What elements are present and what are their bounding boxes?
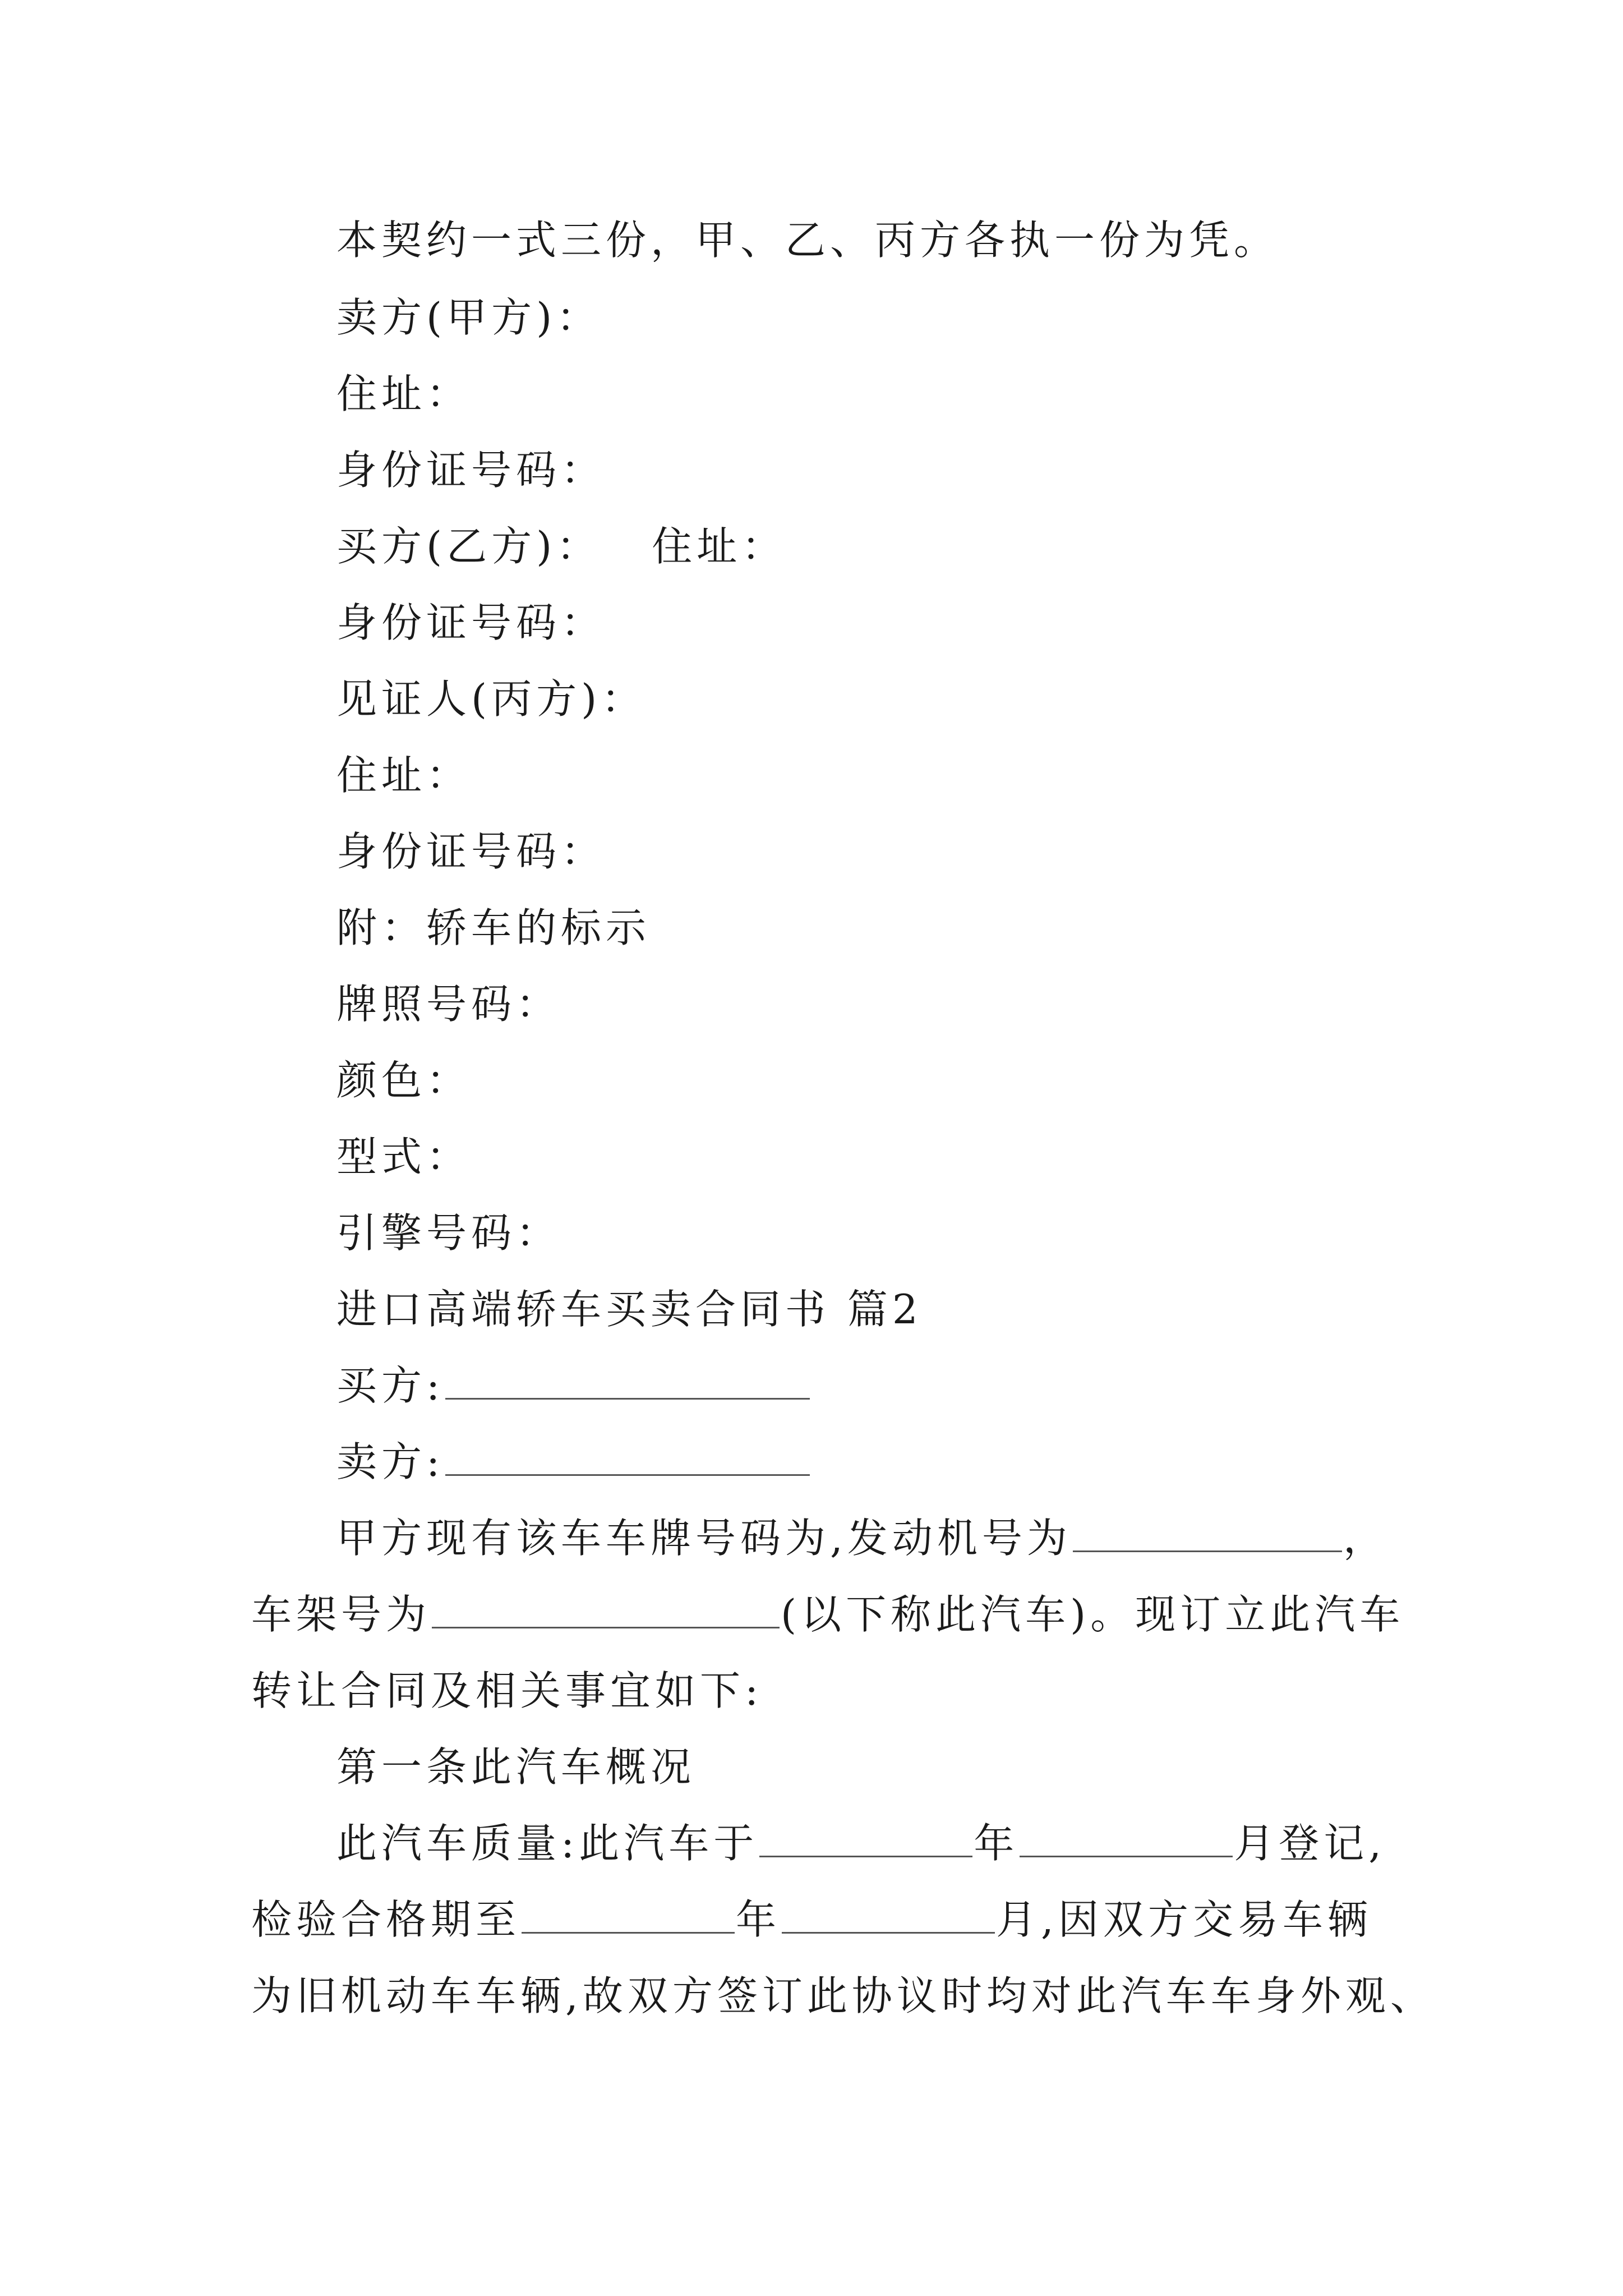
frame-number-text: 车架号为 xyxy=(251,1591,431,1638)
buyer-party-b-line xyxy=(336,523,787,570)
article-1-heading: 第一条此汽车概况 xyxy=(336,1743,696,1791)
year-text-2: 年 xyxy=(736,1896,781,1943)
year-text: 年 xyxy=(974,1820,1019,1867)
seller-label: 卖方: xyxy=(336,1438,445,1485)
month-reason-text: 月,因双方交易车辆 xyxy=(996,1896,1372,1943)
plate-number-label: 牌照号码： xyxy=(336,981,561,1028)
seller-blank[interactable] xyxy=(445,1443,810,1476)
section-title: 进口高端轿车买卖合同书 篇2 xyxy=(336,1286,923,1333)
engine-number-label: 引擎号码： xyxy=(336,1209,561,1257)
buyer-party-b-label: 买方(乙方)： xyxy=(336,523,602,570)
engine-number-text: 甲方现有该车车牌号码为,发动机号为 xyxy=(336,1515,1072,1562)
inspection-year-blank[interactable] xyxy=(522,1901,735,1934)
quality-line-2 xyxy=(251,1896,1372,1943)
paragraph-1-line-2 xyxy=(251,1591,1405,1638)
seller-party-a-label: 卖方(甲方)： xyxy=(336,294,602,341)
contract-intro-text: (以下称此汽车)。现订立此汽车 xyxy=(781,1591,1405,1638)
witness-address-label: 住址： xyxy=(336,752,472,799)
inspection-month-blank[interactable] xyxy=(782,1901,995,1934)
engine-number-blank[interactable] xyxy=(1073,1519,1342,1552)
color-label: 颜色： xyxy=(336,1057,472,1104)
buyer-address-label: 住址： xyxy=(652,523,787,570)
buyer-blank[interactable] xyxy=(445,1366,810,1400)
seller-line xyxy=(336,1438,811,1485)
seller-address-label: 住址： xyxy=(336,370,472,417)
paragraph-1-line-1 xyxy=(336,1515,1388,1562)
witness-id-label: 身份证号码： xyxy=(336,828,606,875)
frame-number-blank[interactable] xyxy=(432,1595,780,1628)
quality-line-3: 为旧机动车车辆,故双方签订此协议时均对此汽车车身外观、 xyxy=(251,1972,1435,2019)
seller-id-label: 身份证号码： xyxy=(336,447,606,494)
register-year-blank[interactable] xyxy=(759,1824,972,1857)
paragraph-1-line-3: 转让合同及相关事宜如下: xyxy=(251,1667,763,1714)
inspection-valid-text: 检验合格期至 xyxy=(251,1896,521,1943)
copies-clause: 本契约一式三份，甲、乙、丙方各执一份为凭。 xyxy=(336,217,1279,264)
buyer-label: 买方: xyxy=(336,1362,445,1409)
register-month-blank[interactable] xyxy=(1020,1824,1233,1857)
registered-text: 此汽车质量:此汽车于 xyxy=(336,1820,759,1867)
comma-text: ， xyxy=(1343,1515,1388,1562)
month-registered-text: 月登记, xyxy=(1234,1820,1386,1867)
quality-line-1 xyxy=(336,1820,1386,1867)
buyer-line xyxy=(336,1362,811,1409)
model-type-label: 型式： xyxy=(336,1133,472,1180)
buyer-id-label: 身份证号码： xyxy=(336,599,606,646)
attachment-heading: 附：轿车的标示 xyxy=(336,904,651,951)
witness-party-c-label: 见证人(丙方)： xyxy=(336,675,647,723)
